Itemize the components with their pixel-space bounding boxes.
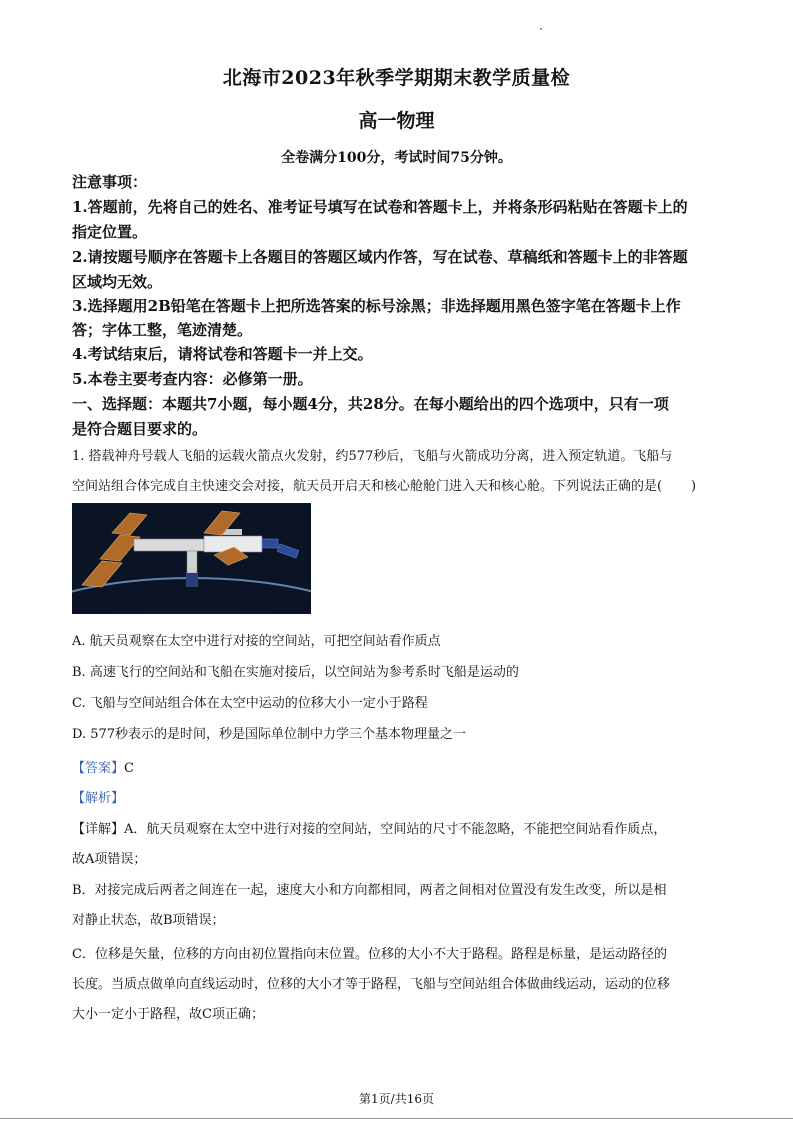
answer-value: C (124, 761, 134, 776)
detail-line-4: 对静止状态，故B项错误； (72, 913, 225, 928)
notice-line-4: 区域均无效。 (72, 273, 163, 291)
detail-line-1 (72, 815, 732, 844)
exam-info: 全卷满分100分，考试时间75分钟。 (281, 150, 512, 166)
notice-line-2: 指定位置。 (72, 223, 148, 241)
notice-line-5: 3.选择题用2B铅笔在答题卡上把所选答案的标号涂黑；非选择题用黑色签字笔在答题卡上作 (72, 297, 681, 315)
question-stem-2 (72, 472, 732, 501)
notice-line-3: 2.请按题号顺序在答题卡上各题目的答题区域内作答，写在试卷、草稿纸和答题卡上的非答题 (72, 248, 688, 266)
page-number: 第1页/共16页 (359, 1092, 434, 1106)
detail-line-7: 大小一定小于路程，故C项正确； (72, 1007, 264, 1022)
exam-title: 北海市2023年秋季学期期末教学质量检 (222, 67, 571, 89)
question-stem-2-text: 空间站组合体完成自主快速交会对接，航天员开启天和核心舱舱门进入天和核心舱。下列说法正确的是( (72, 479, 663, 494)
option-d: D. 577秒表示的是时间，秒是国际单位制中力学三个基本物理量之一 (72, 727, 467, 742)
option-b: B. 高速飞行的空间站和飞船在实施对接后，以空间站为参考系时飞船是运动的 (72, 665, 519, 680)
notice-line-7: 4.考试结束后，请将试卷和答题卡一并上交。 (72, 345, 373, 363)
notice-line-6: 答；字体工整，笔迹清楚。 (72, 321, 253, 339)
detail-line-2: 故A项错误； (72, 852, 147, 867)
option-c: C. 飞船与空间站组合体在太空中运动的位移大小一定小于路程 (72, 696, 428, 711)
section-heading-2: 是符合题目要求的。 (72, 420, 208, 438)
notice-line-1: 1.答题前，先将自己的姓名、准考证号填写在试卷和答题卡上，并将条形码粘贴在答题卡上的 (72, 198, 688, 216)
notice-line-8: 5.本卷主要考查内容：必修第一册。 (72, 370, 313, 388)
detail-text-1: A．航天员观察在太空中进行对接的空间站，空间站的尺寸不能忽略，不能把空间站看作质点， (124, 822, 667, 837)
space-station-image (72, 503, 311, 614)
exam-subject: 高一物理 (358, 110, 435, 132)
detail-line-5: C．位移是矢量，位移的方向由初位置指向末位置。位移的大小不大于路程。路程是标量，是运动路径的 (72, 947, 667, 962)
answer-tag: 【答案】 (72, 761, 125, 776)
section-heading-1: 一、选择题：本题共7小题，每小题4分，共28分。在每小题给出的四个选项中，只有一项 (72, 395, 669, 413)
answer-line (72, 754, 732, 783)
space-station-illustration (72, 503, 311, 614)
scan-dot (540, 28, 542, 30)
question-stem-end: ) (691, 479, 697, 494)
option-a: A. 航天员观察在太空中进行对接的空间站，可把空间站看作质点 (72, 634, 441, 649)
analysis-line (72, 784, 732, 813)
bottom-rule (0, 1118, 793, 1119)
question-stem-1: 1. 搭载神舟号载人飞船的运载火箭点火发射，约577秒后，飞船与火箭成功分离，进入预定轨道。飞船与 (72, 449, 673, 464)
notice-heading: 注意事项： (72, 173, 148, 191)
detail-line-3: B．对接完成后两者之间连在一起，速度大小和方向都相同，两者之间相对位置没有发生改变，所以是相 (72, 883, 667, 898)
detail-line-6: 长度。当质点做单向直线运动时，位移的大小才等于路程，飞船与空间站组合体做曲线运动，运动的位移 (72, 977, 671, 992)
detail-tag: 【详解】 (72, 822, 125, 837)
analysis-tag: 【解析】 (72, 791, 125, 806)
